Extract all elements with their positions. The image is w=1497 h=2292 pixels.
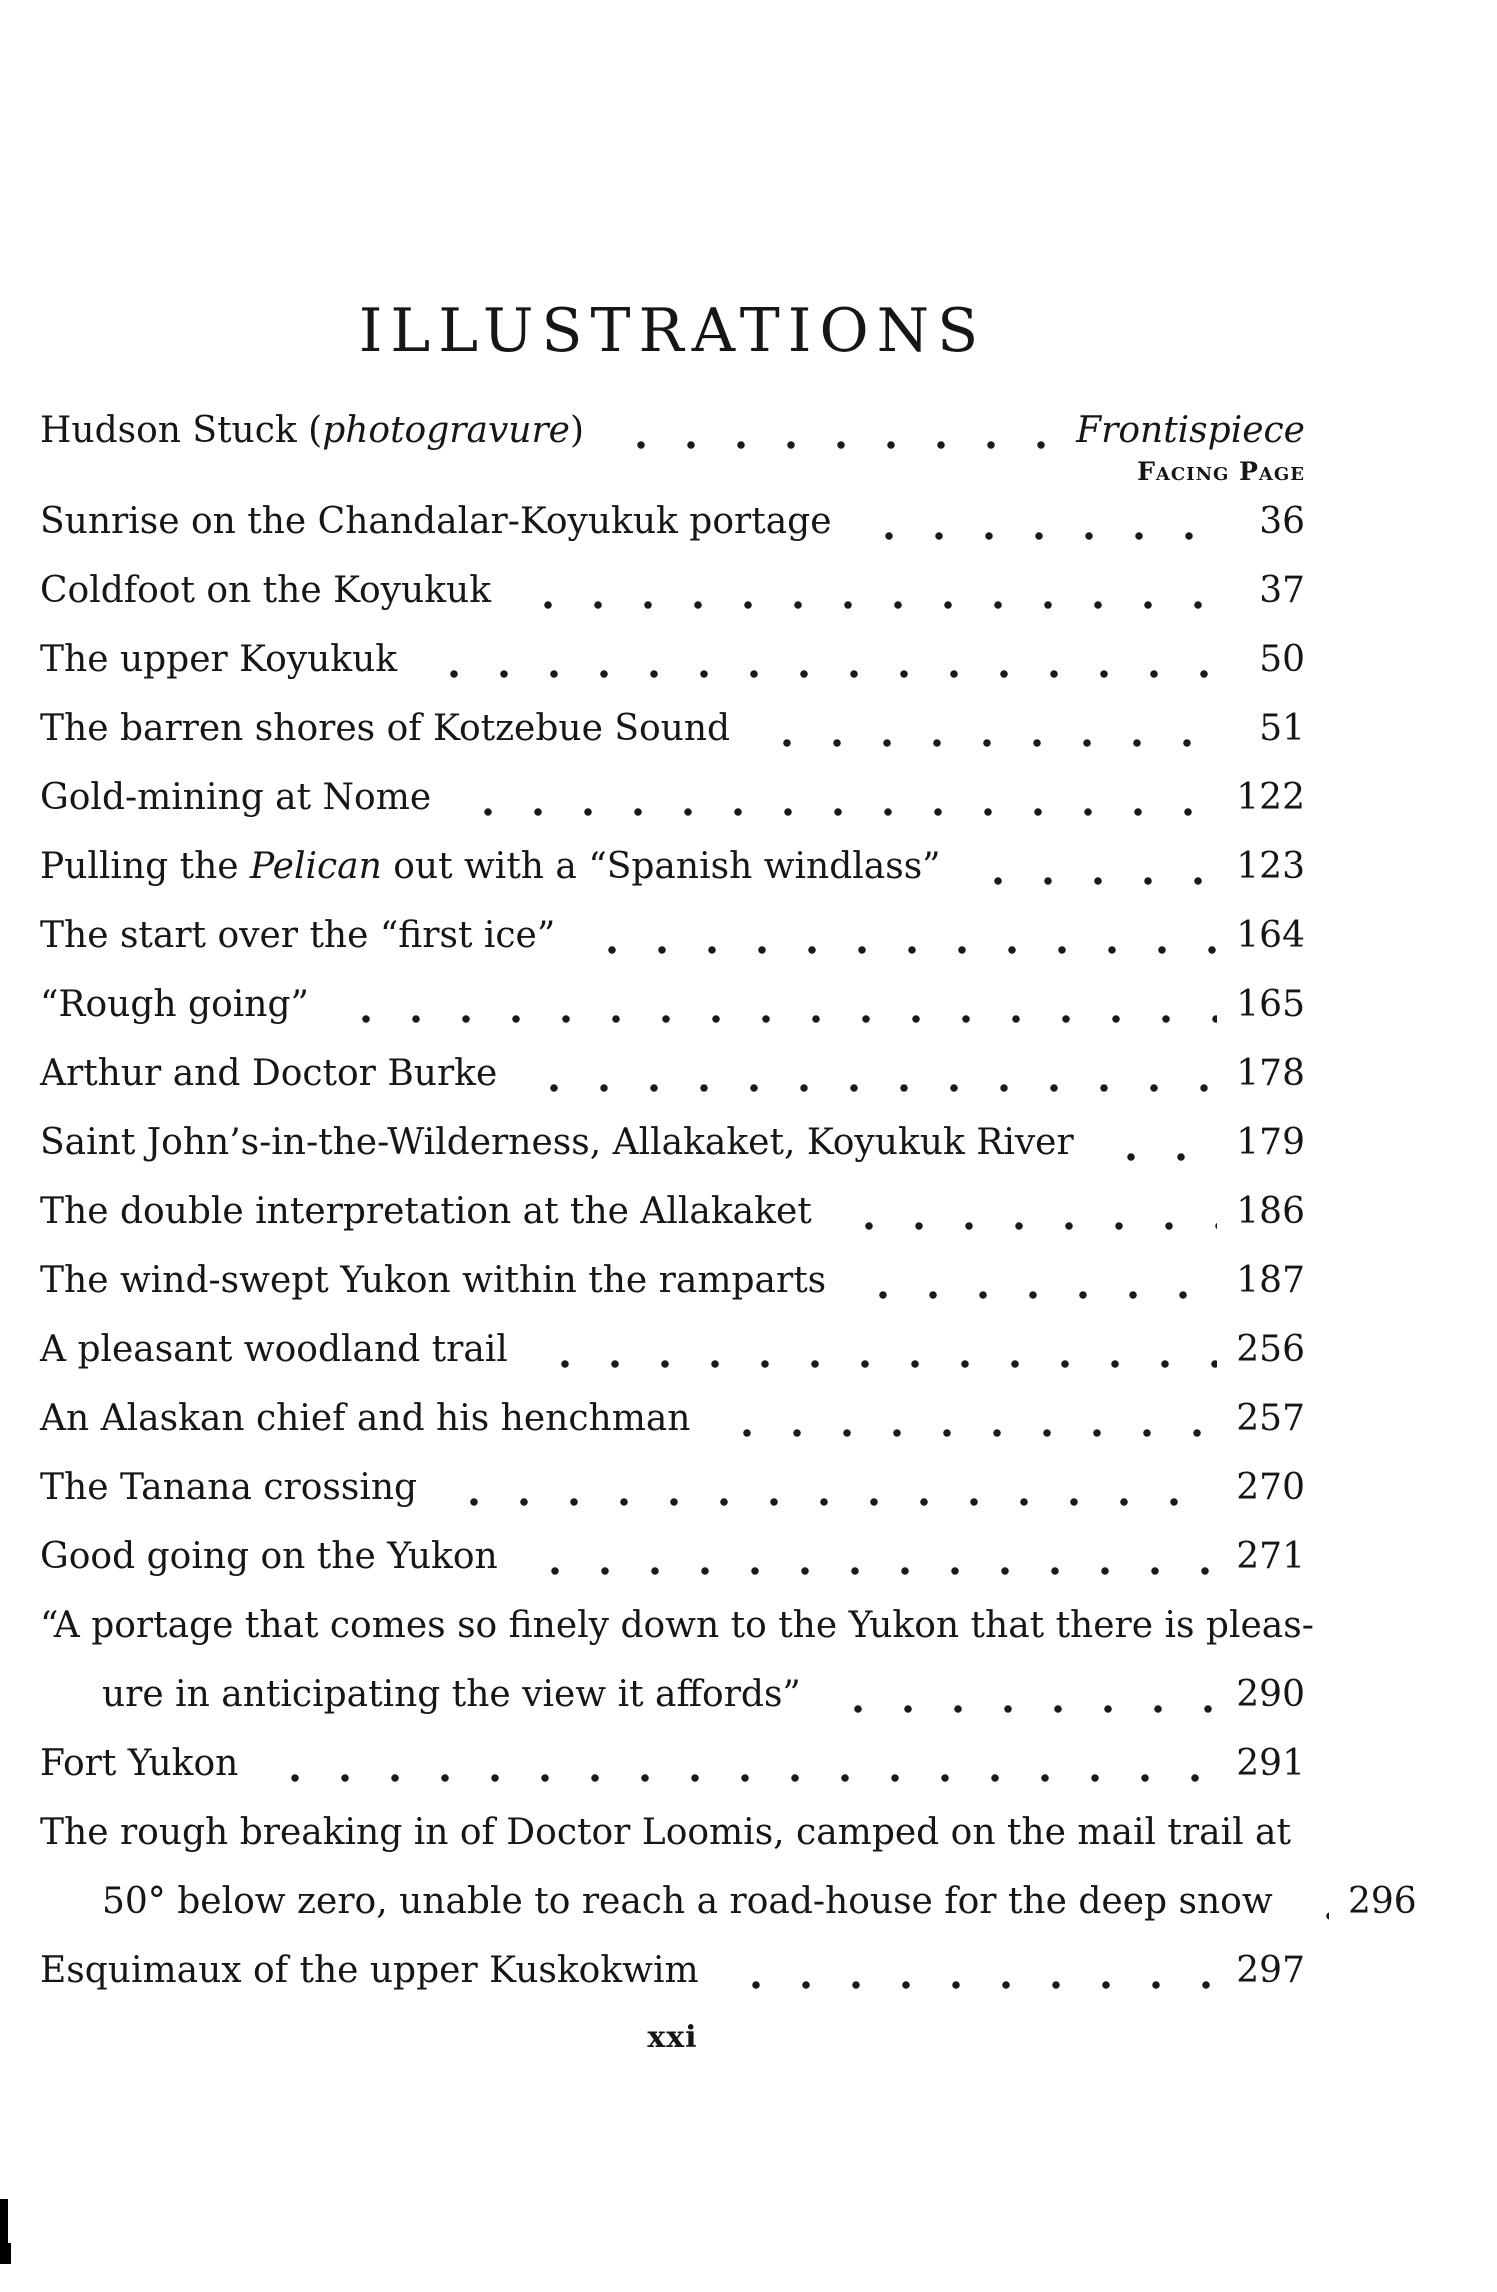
illustration-entry xyxy=(40,1246,1305,1315)
page-number: 297 xyxy=(1236,1950,1305,1991)
dot-leader xyxy=(523,1039,1217,1108)
entry-title xyxy=(40,1453,417,1522)
page-number: 37 xyxy=(1259,570,1305,611)
entry-title xyxy=(102,1867,1273,1936)
entry-title xyxy=(40,1315,508,1384)
page-number: 164 xyxy=(1236,915,1305,956)
illustration-entry xyxy=(40,1315,1305,1384)
illustration-entry xyxy=(40,763,1305,832)
illustration-entry xyxy=(40,1384,1305,1453)
dot-leader xyxy=(443,1453,1217,1522)
page-number: 257 xyxy=(1236,1398,1305,1439)
dot-leader xyxy=(1299,1867,1329,1936)
illustration-entry xyxy=(40,832,1305,901)
entry-text: Saint John’s-in-the-Wilderness, Allakaket, Koyukuk River xyxy=(40,1122,1074,1163)
entry-title xyxy=(40,832,941,901)
entry-last-line xyxy=(40,901,1305,970)
illustration-entry xyxy=(40,1591,1314,1729)
illustration-entry xyxy=(40,556,1305,625)
entry-title xyxy=(40,1108,1074,1177)
entry-text: The start over the “first ice” xyxy=(40,915,556,956)
entry-text: ure in anticipating the view it affords” xyxy=(102,1674,801,1715)
entry-text: Pulling the xyxy=(40,846,251,887)
dot-leader xyxy=(264,1729,1217,1798)
page-number: 36 xyxy=(1259,501,1305,542)
page-number: 187 xyxy=(1236,1260,1305,1301)
entry-text: An Alaskan chief and his henchman xyxy=(40,1398,691,1439)
dot-leader xyxy=(610,396,1058,465)
entry-text: Sunrise on the Chandalar-Koyukuk portage xyxy=(40,501,832,542)
entry-title xyxy=(40,487,832,556)
entry-title xyxy=(40,1177,812,1246)
page-number: 290 xyxy=(1236,1674,1305,1715)
entry-title xyxy=(40,396,584,465)
illustration-entry xyxy=(40,1936,1305,2005)
illustration-entry xyxy=(40,1108,1305,1177)
entry-last-line xyxy=(40,694,1305,763)
entry-text: The upper Koyukuk xyxy=(40,639,398,680)
page-number: 291 xyxy=(1236,1743,1305,1784)
dot-leader xyxy=(827,1660,1217,1729)
page-number: 50 xyxy=(1259,639,1305,680)
scan-artifact xyxy=(0,2199,8,2243)
entry-last-line xyxy=(40,763,1305,832)
entry-last-line xyxy=(40,1315,1305,1384)
illustrations-list xyxy=(40,396,1417,2005)
entry-title xyxy=(40,1246,826,1315)
dot-leader xyxy=(725,1936,1217,2005)
entry-first-line xyxy=(40,1591,1314,1660)
entry-text: Arthur and Doctor Burke xyxy=(40,1053,498,1094)
illustration-entry xyxy=(40,694,1305,763)
illustration-entry xyxy=(40,1453,1305,1522)
page-number: 123 xyxy=(1236,846,1305,887)
entry-last-line xyxy=(40,1177,1305,1246)
page-number: 179 xyxy=(1236,1122,1305,1163)
entry-title xyxy=(40,763,431,832)
facing-page-label: Facing Page xyxy=(1137,457,1305,486)
entry-last-line xyxy=(40,1729,1305,1798)
entry-text: The barren shores of Kotzebue Sound xyxy=(40,708,731,749)
entry-last-line xyxy=(40,1936,1305,2005)
page-number: 271 xyxy=(1236,1536,1305,1577)
illustration-entry xyxy=(40,970,1305,1039)
dot-leader xyxy=(457,763,1217,832)
entry-title xyxy=(40,901,555,970)
entry-text: Hudson Stuck ( xyxy=(40,410,323,451)
entry-last-line xyxy=(40,396,1305,465)
entry-last-line xyxy=(40,1660,1305,1729)
entry-text-italic: photogravure xyxy=(322,410,570,451)
page-number: 178 xyxy=(1236,1053,1305,1094)
entry-text: “A portage that comes so finely down to the Yukon that there is pleas- xyxy=(40,1605,1314,1646)
dot-leader xyxy=(534,1315,1217,1384)
illustration-entry xyxy=(40,625,1305,694)
entry-text: ) xyxy=(570,410,585,451)
illustration-entry xyxy=(40,1177,1305,1246)
dot-leader xyxy=(852,1246,1217,1315)
dot-leader xyxy=(517,556,1217,625)
entry-last-line xyxy=(40,1522,1305,1591)
dot-leader xyxy=(756,694,1217,763)
page-title: ILLUSTRATIONS xyxy=(358,296,987,366)
scan-artifact xyxy=(0,2243,11,2264)
page-number: 122 xyxy=(1236,777,1305,818)
entry-title xyxy=(40,625,397,694)
entry-first-line xyxy=(40,1798,1305,1867)
illustration-entry xyxy=(40,396,1305,465)
page-number: 51 xyxy=(1259,708,1305,749)
dot-leader xyxy=(335,970,1217,1039)
illustration-entry xyxy=(40,487,1305,556)
illustration-entry xyxy=(40,1729,1305,1798)
entry-text: The wind-swept Yukon within the ramparts xyxy=(40,1260,827,1301)
page-number: 186 xyxy=(1236,1191,1305,1232)
entry-text: The Tanana crossing xyxy=(40,1467,418,1508)
entry-title xyxy=(40,556,491,625)
entry-text-italic: Pelican xyxy=(250,846,382,887)
entry-last-line xyxy=(40,487,1305,556)
entry-text: A pleasant woodland trail xyxy=(40,1329,508,1370)
entry-text: “Rough going” xyxy=(40,984,309,1025)
entry-text: Gold-mining at Nome xyxy=(40,777,432,818)
dot-leader xyxy=(524,1522,1217,1591)
entry-last-line xyxy=(40,1867,1417,1936)
entry-title xyxy=(40,1936,699,2005)
entry-text: 50° below zero, unable to reach a road-house for the deep snow xyxy=(102,1881,1273,1922)
entry-last-line xyxy=(40,1108,1305,1177)
entry-last-line xyxy=(40,625,1305,694)
entry-title xyxy=(40,694,730,763)
dot-leader xyxy=(423,625,1217,694)
entry-text: Fort Yukon xyxy=(40,1743,239,1784)
entry-title xyxy=(40,1729,238,1798)
page-number: 256 xyxy=(1236,1329,1305,1370)
entry-text: out with a “Spanish windlass” xyxy=(381,846,941,887)
page-number: 296 xyxy=(1347,1881,1417,1922)
entry-last-line xyxy=(40,556,1305,625)
entry-last-line xyxy=(40,832,1305,901)
entry-last-line xyxy=(40,1453,1305,1522)
dot-leader xyxy=(581,901,1217,970)
folio-page-number: xxi xyxy=(647,2020,698,2055)
illustration-entry xyxy=(40,1522,1305,1591)
entry-last-line xyxy=(40,1039,1305,1108)
entry-text: The double interpretation at the Allakaket xyxy=(40,1191,812,1232)
illustration-entry xyxy=(40,1039,1305,1108)
entry-title xyxy=(102,1660,801,1729)
entry-title xyxy=(40,1384,690,1453)
illustration-entry xyxy=(40,1798,1417,1936)
entry-text: Coldfoot on the Koyukuk xyxy=(40,570,492,611)
entry-title xyxy=(40,970,309,1039)
entry-last-line xyxy=(40,1384,1305,1453)
dot-leader xyxy=(838,1177,1217,1246)
entry-text: Esquimaux of the upper Kuskokwim xyxy=(40,1950,699,1991)
dot-leader xyxy=(1100,1108,1217,1177)
entry-text: Good going on the Yukon xyxy=(40,1536,498,1577)
entry-text: The rough breaking in of Doctor Loomis, camped on the mail trail at xyxy=(40,1812,1291,1853)
entry-title xyxy=(40,1039,497,1108)
dot-leader xyxy=(716,1384,1217,1453)
dot-leader xyxy=(858,487,1217,556)
page-number: Frontispiece xyxy=(1076,410,1305,451)
text-block xyxy=(40,296,1417,2063)
illustration-entry xyxy=(40,901,1305,970)
entry-last-line xyxy=(40,970,1305,1039)
page-number: 165 xyxy=(1236,984,1305,1025)
entry-last-line xyxy=(40,1246,1305,1315)
dot-leader xyxy=(967,832,1217,901)
entry-title xyxy=(40,1522,498,1591)
page-number: 270 xyxy=(1236,1467,1305,1508)
